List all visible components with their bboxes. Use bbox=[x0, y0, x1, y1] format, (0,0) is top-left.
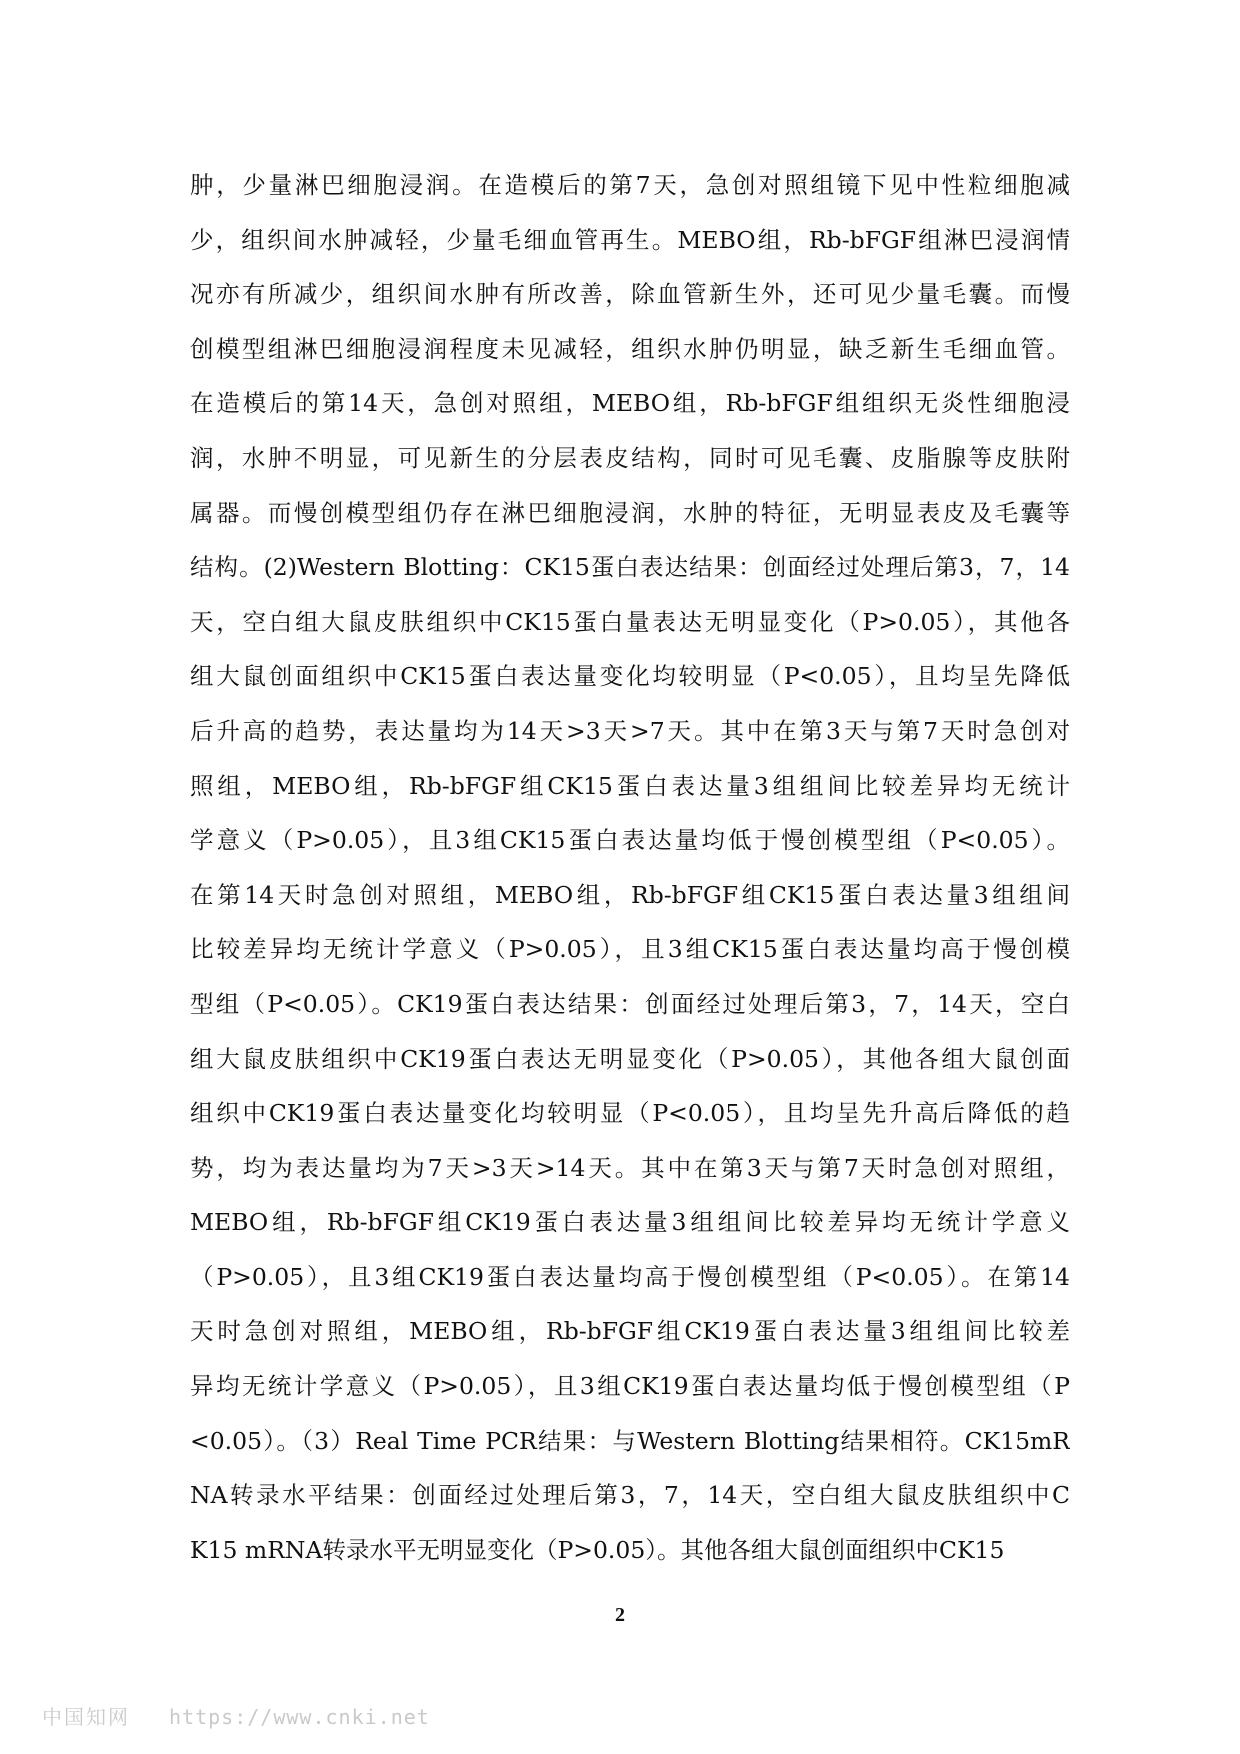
text-line: 比较差异均无统计学意义（P>0.05），且3组CK15蛋白表达量均高于慢创模 bbox=[190, 935, 1070, 964]
text-line: 组大鼠皮肤组织中CK19蛋白表达无明显变化（P>0.05），其他各组大鼠创面 bbox=[190, 1044, 1070, 1073]
text-line: NA转录水平结果：创面经过处理后第3，7，14天，空白组大鼠皮肤组织中C bbox=[190, 1481, 1070, 1510]
text-line: MEBO组，Rb-bFGF组CK19蛋白表达量3组组间比较差异均无统计学意义 bbox=[190, 1208, 1070, 1237]
text-line: 势，均为表达量均为7天>3天>14天。其中在第3天与第7天时急创对照组， bbox=[190, 1153, 1070, 1182]
body-text bbox=[190, 158, 1070, 1577]
text-line: 异均无统计学意义（P>0.05），且3组CK19蛋白表达量均低于慢创模型组（P bbox=[190, 1372, 1070, 1401]
text-line: K15 mRNA转录水平无明显变化（P>0.05）。其他各组大鼠创面组织中CK15 bbox=[190, 1535, 1005, 1564]
text-line: 组大鼠创面组织中CK15蛋白表达量变化均较明显（P<0.05），且均呈先降低 bbox=[190, 662, 1070, 691]
text-line: 后升高的趋势，表达量均为14天>3天>7天。其中在第3天与第7天时急创对 bbox=[190, 716, 1070, 745]
text-line: 组织中CK19蛋白表达量变化均较明显（P<0.05），且均呈先升高后降低的趋 bbox=[190, 1099, 1070, 1128]
text-line: 少，组织间水肿减轻，少量毛细血管再生。MEBO组，Rb-bFGF组淋巴浸润情 bbox=[190, 225, 1070, 254]
text-line: 结构。(2)Western Blotting：CK15蛋白表达结果：创面经过处理后第3，7，14 bbox=[190, 553, 1070, 582]
text-line: 属器。而慢创模型组仍存在淋巴细胞浸润，水肿的特征，无明显表皮及毛囊等 bbox=[190, 498, 1070, 527]
text-line: <0.05）。（3）Real Time PCR结果：与Western Blotting结果相符。CK15mR bbox=[190, 1426, 1070, 1455]
text-line: 况亦有所减少，组织间水肿有所改善，除血管新生外，还可见少量毛囊。而慢 bbox=[190, 280, 1070, 309]
text-line: 肿，少量淋巴细胞浸润。在造模后的第7天，急创对照组镜下见中性粒细胞减 bbox=[190, 171, 1070, 199]
text-line: 型组（P<0.05）。CK19蛋白表达结果：创面经过处理后第3，7，14天，空白 bbox=[190, 989, 1070, 1018]
text-line: 学意义（P>0.05），且3组CK15蛋白表达量均低于慢创模型组（P<0.05）。 bbox=[190, 826, 1070, 855]
text-line: 照组，MEBO组，Rb-bFGF组CK15蛋白表达量3组组间比较差异均无统计 bbox=[190, 771, 1070, 800]
footer-watermark bbox=[42, 1701, 430, 1730]
watermark-url: https://www.cnki.net bbox=[169, 1705, 430, 1729]
watermark-brand: 中国知网 bbox=[42, 1705, 130, 1729]
text-line: 在第14天时急创对照组，MEBO组，Rb-bFGF组CK15蛋白表达量3组组间 bbox=[190, 880, 1070, 909]
text-line: 天时急创对照组，MEBO组，Rb-bFGF组CK19蛋白表达量3组组间比较差 bbox=[190, 1317, 1070, 1346]
text-line: 在造模后的第14天，急创对照组，MEBO组，Rb-bFGF组组织无炎性细胞浸 bbox=[190, 389, 1070, 418]
text-line: 创模型组淋巴细胞浸润程度未见减轻，组织水肿仍明显，缺乏新生毛细血管。 bbox=[190, 334, 1070, 363]
text-line: 润，水肿不明显，可见新生的分层表皮结构，同时可见毛囊、皮脂腺等皮肤附 bbox=[190, 443, 1070, 472]
text-line: （P>0.05），且3组CK19蛋白表达量均高于慢创模型组（P<0.05）。在第14 bbox=[190, 1262, 1070, 1291]
text-line: 天，空白组大鼠皮肤组织中CK15蛋白量表达无明显变化（P>0.05），其他各 bbox=[190, 607, 1070, 636]
page-number: 2 bbox=[615, 1604, 625, 1626]
